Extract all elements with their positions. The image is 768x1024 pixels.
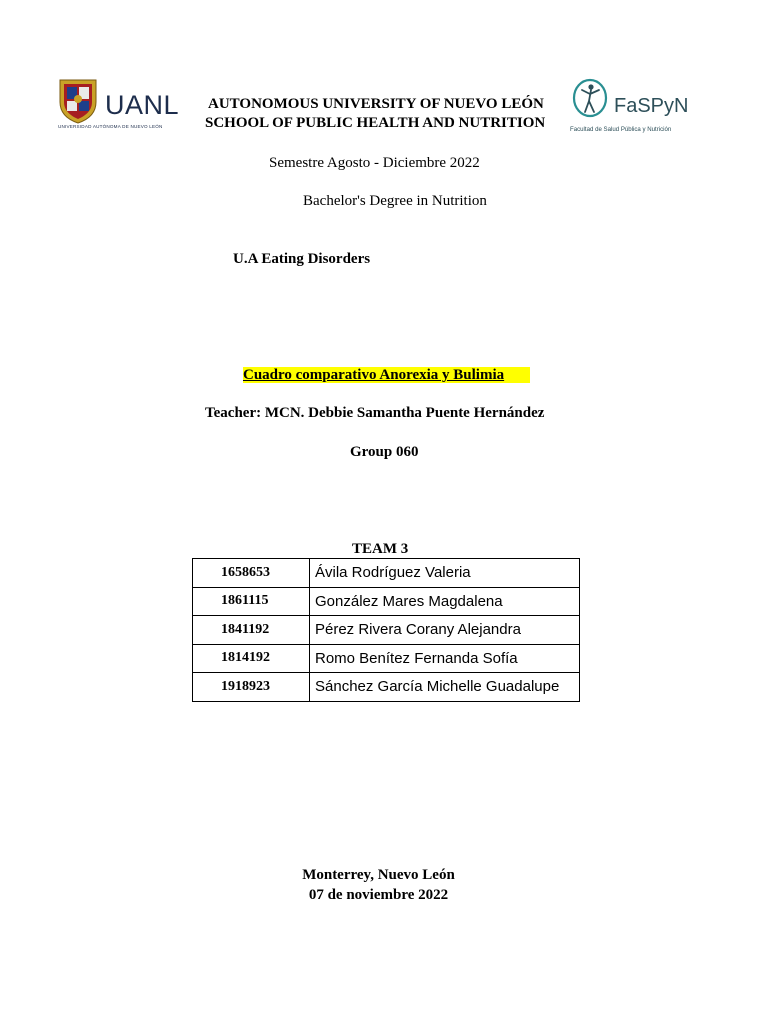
- student-name: Sánchez García Michelle Guadalupe: [310, 673, 580, 702]
- student-name: Romo Benítez Fernanda Sofía: [310, 644, 580, 673]
- footer-date: 07 de noviembre 2022: [308, 887, 449, 903]
- group-line: Group 060: [350, 444, 419, 460]
- uanl-logo-subtitle: UNIVERSIDAD AUTÓNOMA DE NUEVO LEÓN: [58, 124, 163, 129]
- uanl-wordmark: UANL: [105, 90, 180, 120]
- school-name: SCHOOL OF PUBLIC HEALTH AND NUTRITION: [205, 115, 546, 131]
- footer-place: Monterrey, Nuevo León: [302, 867, 455, 883]
- faspyn-emblem-icon: [570, 78, 610, 120]
- student-id: 1918923: [193, 673, 310, 702]
- table-row: [193, 644, 580, 673]
- faspyn-wordmark: FaSPyN: [614, 95, 689, 117]
- table-row: [193, 587, 580, 616]
- student-name: González Mares Magdalena: [310, 587, 580, 616]
- faspyn-logo-subtitle: Facultad de Salud Pública y Nutrición: [570, 126, 672, 133]
- student-id: 1814192: [193, 644, 310, 673]
- table-row: [193, 616, 580, 645]
- university-name: AUTONOMOUS UNIVERSITY OF NUEVO LEÓN: [208, 96, 544, 112]
- table-row: [193, 559, 580, 588]
- faspyn-logo: [568, 76, 702, 136]
- teacher-line: Teacher: MCN. Debbie Samantha Puente Hernández: [205, 405, 545, 421]
- table-row: [193, 673, 580, 702]
- team-heading: TEAM 3: [352, 541, 409, 557]
- assignment-title-text: Cuadro comparativo Anorexia y Bulimia: [243, 367, 530, 383]
- course-name: U.A Eating Disorders: [233, 251, 371, 267]
- degree: Bachelor's Degree in Nutrition: [303, 193, 487, 209]
- student-name: Ávila Rodríguez Valeria: [310, 559, 580, 588]
- uanl-shield-icon: [57, 78, 99, 124]
- student-id: 1861115: [193, 587, 310, 616]
- assignment-title: [243, 366, 530, 385]
- student-name: Pérez Rivera Corany Alejandra: [310, 616, 580, 645]
- student-id: 1841192: [193, 616, 310, 645]
- uanl-logo: [55, 76, 185, 134]
- student-id: 1658653: [193, 559, 310, 588]
- team-table: [192, 558, 580, 702]
- semester: Semestre Agosto - Diciembre 2022: [269, 155, 480, 171]
